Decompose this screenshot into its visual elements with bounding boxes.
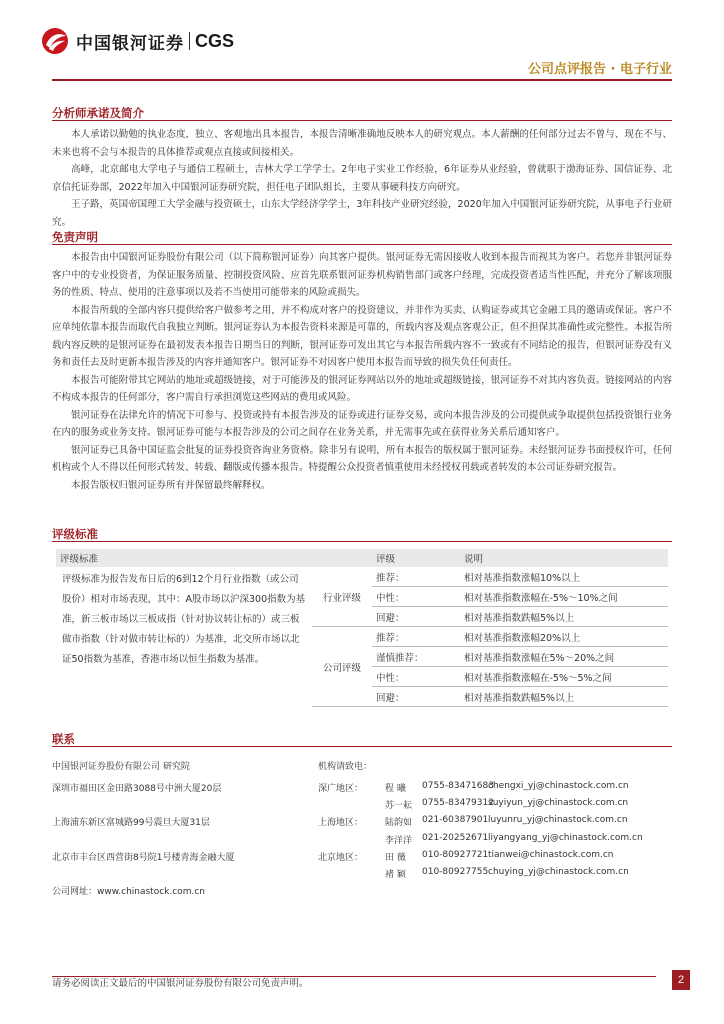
- rating-table: [56, 549, 668, 707]
- region-label: 深广地区：: [318, 784, 364, 794]
- analyst-bio-1: 高峰，北京邮电大学电子与通信工程硕士，吉林大学工学学士。2年电子实业工作经验，6年证券从业经验，曾就职于渤海证券、国信证券、北京信托证券部，2022年加入中国银河证券研究院，担任电子团队组长，主要从事硬科技方向研究。: [52, 164, 672, 193]
- disclaimer-paragraph: 本报告版权归银河证券所有并保留最终解释权。: [71, 479, 271, 491]
- header-desc: 说明: [460, 549, 668, 567]
- rating-desc: 相对基准指数跌幅5%以上: [460, 687, 668, 707]
- rating-desc: 相对基准指数涨幅20%以上: [460, 627, 668, 647]
- report-type: 公司点评报告 · 电子行业: [528, 62, 672, 77]
- contact-email[interactable]: tianwei@chinastock.com.cn: [488, 850, 614, 860]
- disclaimer-section-title: 免责声明: [52, 226, 672, 245]
- rating-name: 推荐：: [372, 627, 460, 647]
- analyst-section-title: 分析师承诺及简介: [52, 102, 672, 121]
- contact-phone: 021-60387901: [422, 815, 489, 825]
- rating-name: 中性：: [372, 587, 460, 607]
- sales-header: 机构请致电：: [318, 762, 373, 772]
- rating-name: 中性：: [372, 667, 460, 687]
- contact-name: 李洋洋: [385, 836, 413, 846]
- region-label: 北京地区：: [318, 853, 364, 863]
- disclaimer-paragraph: 本报告可能附带其它网站的地址或超级链接，对于可能涉及的银河证券网站以外的地址或超级链接，银河证券不对其内容负责。链接网站的内容不构成本报告的任何部分，客户需自行承担浏览这些网站的费用或风险。: [52, 374, 672, 403]
- contact-email[interactable]: suyiyun_yj@chinastock.com.cn: [488, 798, 629, 808]
- contact-name: 陆韵如: [385, 818, 413, 828]
- region-label: 上海地区：: [318, 818, 364, 828]
- contact-email[interactable]: luyunru_yj@chinastock.com.cn: [488, 815, 628, 825]
- rating-desc: 相对基准指数涨幅在-5%～10%之间: [460, 587, 668, 607]
- rating-table-header: [56, 549, 668, 567]
- contact-phone: 0755-83471683: [422, 781, 494, 791]
- header-rating: 评级: [372, 549, 460, 567]
- industry-rating-label: 行业评级: [312, 567, 372, 627]
- analyst-bio-2: 王子路，英国帝国理工大学金融与投资硕士，山东大学经济学学士，3年科技产业研究经验，2020年加入中国银河证券研究院，从事电子行业研究。: [52, 199, 672, 228]
- contact-name: 苏一耘: [385, 801, 413, 811]
- rating-desc: 相对基准指数涨幅在-5%～5%之间: [460, 667, 668, 687]
- analyst-commitment: 本人承诺以勤勉的执业态度，独立、客观地出具本报告，本报告清晰准确地反映本人的研究观点。本人薪酬的任何部分过去不曾与、现在不与、未来也将不会与本报告的具体推荐或观点直接或间接相关。: [52, 129, 672, 158]
- rating-name: 推荐：: [372, 567, 460, 587]
- contact-name: 褚 颖: [385, 870, 406, 880]
- logo-text-en: CGS: [195, 30, 235, 51]
- address-beijing: 北京市丰台区西营街8号院1号楼青海金融大厦: [52, 853, 235, 863]
- contact-name: 田 薇: [385, 853, 406, 863]
- disclaimer-paragraph: 银河证券已具备中国证监会批复的证券投资咨询业务资格。除非另有说明，所有本报告的版权属于银河证券。未经银河证券书面授权许可，任何机构或个人不得以任何形式转发、转载、翻版或传播本报告。特提醒公众投资者慎重使用未经授权刊载或者转发的本公司证券研究报告。: [52, 444, 672, 473]
- rating-name: 回避：: [372, 687, 460, 707]
- disclaimer-paragraph: 本报告所载的全部内容只提供给客户做参考之用，并不构成对客户的投资建议，并非作为买卖、认购证券或其它金融工具的邀请或保证。客户不应单纯依靠本报告而取代自我独立判断。银河证券认为本报告资料来源是可靠的，所载内容及观点客观公正，但不担保其准确性或完整性。本报告所载内容反映的是银河证券在最初发表本报告日期当日的判断，银河证券可发出其它与本报告所载内容不一致或有不同结论的报告，但银河证券没有义务和责任去及时更新本报告涉及的内容并通知客户。银河证券不对因客户使用本报告而导致的损失负任何责任。: [52, 304, 672, 368]
- disclaimer-paragraph: 本报告由中国银河证券股份有限公司（以下简称银河证券）向其客户提供。银河证券无需因接收人收到本报告而视其为客户。若您并非银河证券客户中的专业投资者，为保证服务质量、控制投资风险、应首先联系银河证券机构销售部门或客户经理，完成投资者适当性匹配，并充分了解该项服务的性质、特点、使用的注意事项以及若不当使用可能带来的风险或损失。: [52, 252, 672, 298]
- address-shenzhen: 深圳市福田区金田路3088号中洲大厦20层: [52, 784, 222, 794]
- contact-email[interactable]: liyangyang_yj@chinastock.com.cn: [488, 833, 643, 843]
- rating-desc: 相对基准指数涨幅10%以上: [460, 567, 668, 587]
- rating-description: 评级标准为报告发布日后的6到12个月行业指数（或公司股价）相对市场表现，其中：A股市场以沪深300指数为基准，新三板市场以三板成指（针对协议转让标的）或三板做市指数（针对做市转让标的）为基准，北交所市场以北证50指数为基准，香港市场以恒生指数为基准。: [62, 574, 306, 665]
- address-shanghai: 上海浦东新区富城路99号震旦大厦31层: [52, 818, 210, 828]
- rating-name: 回避：: [372, 607, 460, 627]
- footer-disclaimer-note: 请务必阅读正文最后的中国银河证券股份有限公司免责声明。: [52, 978, 309, 989]
- page-number: 2: [672, 970, 690, 990]
- header-divider: [52, 79, 672, 81]
- logo-text-cn: 中国银河证券: [76, 33, 184, 54]
- disclaimer-section-body: [52, 249, 672, 494]
- company-name: 中国银河证券股份有限公司 研究院: [52, 762, 190, 772]
- rating-name: 谨慎推荐：: [372, 647, 460, 667]
- contact-section-title: 联系: [52, 728, 672, 747]
- contact-phone: 010-80927755: [422, 867, 489, 877]
- rating-section-title: 评级标准: [52, 523, 672, 542]
- rating-desc: 相对基准指数涨幅在5%～20%之间: [460, 647, 668, 667]
- company-website[interactable]: 公司网址：www.chinastock.com.cn: [52, 887, 205, 897]
- contact-phone: 021-20252671: [422, 833, 489, 843]
- contact-email[interactable]: chuying_yj@chinastock.com.cn: [488, 867, 629, 877]
- logo-mark-icon: [40, 26, 70, 56]
- contact-phone: 0755-83479312: [422, 798, 494, 808]
- disclaimer-paragraph: 银河证券在法律允许的情况下可参与、投资或持有本报告涉及的证券或进行证券交易，或向本报告涉及的公司提供或争取提供包括投资银行业务在内的服务或业务支持。银河证券可能与本报告涉及的公司之间存在业务关系，并无需事先或在获得业务关系后通知客户。: [52, 409, 672, 438]
- header-standard: 评级标准: [56, 549, 312, 567]
- rating-desc: 相对基准指数跌幅5%以上: [460, 607, 668, 627]
- contact-name: 程 曦: [385, 784, 406, 794]
- company-rating-label: 公司评级: [312, 627, 372, 707]
- analyst-section-body: [52, 126, 672, 231]
- logo-divider: [189, 32, 190, 50]
- table-row: [56, 567, 668, 587]
- company-logo: [40, 26, 234, 56]
- contact-email[interactable]: chengxi_yj@chinastock.com.cn: [488, 781, 629, 791]
- contact-phone: 010-80927721: [422, 850, 489, 860]
